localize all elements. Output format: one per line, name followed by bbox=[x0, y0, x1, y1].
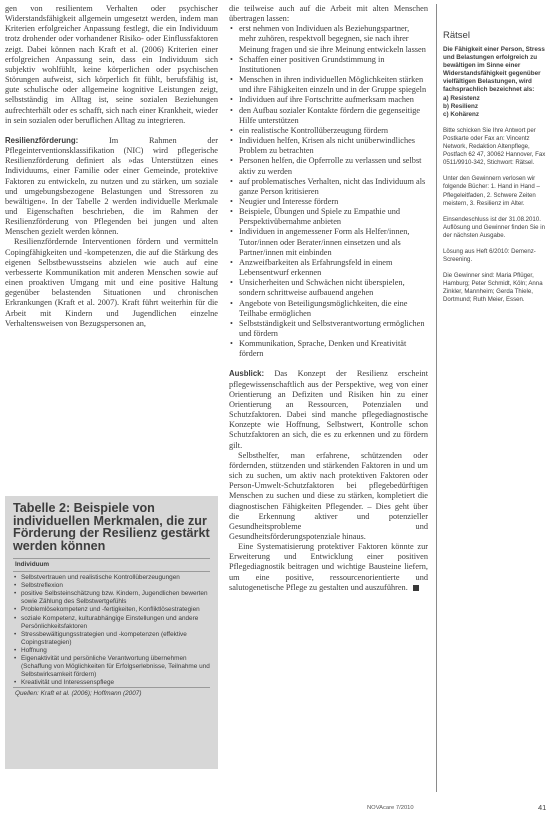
quiz-sidebar bbox=[443, 30, 553, 305]
bullet-item: • auf problematisches Verhalten, nicht das Individuum als ganze Person kritisieren bbox=[229, 177, 428, 197]
quiz-option-a: a) Resistenz bbox=[443, 94, 480, 102]
paragraph-outlook bbox=[229, 369, 428, 450]
bullet-item: • Individuen auf ihre Fortschritte aufmerksam machen bbox=[229, 95, 428, 105]
table-2-box bbox=[5, 496, 218, 769]
bullets-intro: die teilweise auch auf die Arbeit mit alten Menschen übertragen lassen: bbox=[229, 4, 428, 24]
table-header-individuum: Individuum bbox=[13, 559, 210, 572]
text-column-left bbox=[5, 4, 218, 329]
table-item: • Kreativität und Interessenspflege bbox=[13, 679, 210, 687]
bullet-item: • Selbstständigkeit und Selbstverantwortung ermöglichen und fördern bbox=[229, 319, 428, 339]
page-number: 41 bbox=[538, 803, 547, 812]
paragraph-interventions: Resilienzfördernde Interventionen fördern und vermitteln Copingfähigkeiten und -kompetenzen, die auf die Stärkung des eigenen Selbstbewusstseins abzielen wie auch auf eine verbesserte Kommunikation mit anderen Menschen sowie auf einen proaktiven Umgang mit und eine positive Haltung gegenüber belastenden Situationen und chronischen Erkrankungen (Kraft et al. 2007). Kraft führt weiterhin für die Arbeit mit Kindern und Jugendlichen einzelne Verhaltensweisen von Bezugspersonen an, bbox=[5, 237, 218, 328]
table-item: • Selbstvertrauen und realistische Kontrollüberzeugungen bbox=[13, 574, 210, 582]
paragraph-systematisation-text: Eine Systematisierung protektiver Faktoren könnte zur Erweiterung und Entwicklung einer positiven Pflegediagnostik beitragen und wichtige Bausteine liefern, um eine positive, ressourcenorientierte und salutogenetische Pflege zu gestalten und auszuführen. bbox=[229, 542, 428, 592]
table-item: • Eigenaktivität und persönliche Verantwortung übernehmen (Schaffung von Möglichkeiten für Erfolgserlebnisse, Teilnahme und Selbstwirksamkeit fördern) bbox=[13, 655, 210, 679]
table-source: Quellen: Kraft et al. (2006); Hoffmann (2007) bbox=[13, 687, 210, 700]
bullet-item: • Beispiele, Übungen und Spiele zu Empathie und Perspektivübernahme anbieten bbox=[229, 207, 428, 227]
quiz-title: Rätsel bbox=[443, 30, 470, 41]
behaviour-bullet-list bbox=[229, 24, 428, 359]
section-lead-resilience: Resilienzförderung: bbox=[5, 135, 79, 145]
quiz-prizes: Unter den Gewinnern verlosen wir folgende Bücher: 1. Hand in Hand – Pflegeleitfaden, 2. Schwere Zeiten meistern, 3. Resilienz im Alter. bbox=[443, 175, 540, 207]
bullet-item: • den Aufbau sozialer Kontakte fördern die gegenseitige Hilfe unterstützen bbox=[229, 106, 428, 126]
end-of-article-mark bbox=[413, 585, 419, 591]
bullet-item: • Individuen helfen, Krisen als nicht unüberwindliches Problem zu betrachten bbox=[229, 136, 428, 156]
table-item: • Stressbewältigungsstrategien und -kompetenzen (effektive Copingstrategien) bbox=[13, 631, 210, 647]
bullet-item: • Kommunikation, Sprache, Denken und Kreativität fördern bbox=[229, 339, 428, 359]
table-2 bbox=[13, 558, 210, 701]
section-lead-outlook: Ausblick: bbox=[229, 369, 265, 379]
paragraph-resilience-text: Im Rahmen der Pflegeinterventionsklassifikation (NIC) wird pflegerische Resilienzförderung definiert als »das Unterstützen eines Individuums, einer Familie oder einer Gemeinde, protektive Faktoren zu entwickeln, zu nutzen und zu stärken, um soziale und umgebungsbezogene Belastungen und Stressoren zu bewältigen«. In der Tabelle 2 werden individuelle Merkmale und Eigenschaften beschrieben, die im Rahmen der Resilienzförderung von Pflegenden bei jungen und alten Menschen gezielt werden können. bbox=[5, 135, 218, 237]
bullet-item: • Angebote von Beteiligungsmöglichkeiten, die eine Teilhabe ermöglichen bbox=[229, 299, 428, 319]
quiz-winners: Die Gewinner sind: Maria Pflüger, Hamburg; Peter Schmidt, Köln; Anna Zinkler, Mannheim; Gerda Thiele, Dortmund; Ruth Meier, Essen. bbox=[443, 272, 543, 304]
paragraph-resilience-promotion bbox=[5, 136, 218, 238]
quiz-question: Die Fähigkeit einer Person, Stress und Belastungen erfolgreich zu bewältigen im Sinne einer Widerstandsfähigkeit gegenüber vielfältigen Belastungen, wird fachsprachlich bezeichnet als: bbox=[443, 46, 545, 94]
bullet-item: • Unsicherheiten und Schwächen nicht überspielen, sondern schrittweise aufbauend angehen bbox=[229, 278, 428, 298]
paragraph-adaptation-criteria: gen von resilientem Verhalten oder psychischer Widerstandsfähigkeit allgemein umgesetzt werden, indem man Kriterien erfolgreicher Anpassung festlegt, die ein Individuum trotz drohender oder vorhandener Risiko- oder Einflussfaktoren zeigt. Dabei können nach Kraft et al. (2006) Kriterien einer erfolgreichen Anpassung sein, dass ein Individuum sich subjektiv wohlfühlt, keine körperlichen oder psychischen Störungen aufweist, sich körperlich fit fühlt, berufsfähig ist, gute schulische oder allgemeine kognitive Leistungen zeigt, selbstständig im Alltag ist, seine sozialen Beziehungen aufrechterhält oder es schafft, sich nach einer Krankheit, wieder in sein sozialen oder beruflichen Alltag zu integrieren. bbox=[5, 4, 218, 125]
quiz-deadline: Einsendeschluss ist der 31.08.2010. Auflösung und Gewinner finden Sie in der nächsten Ausgabe. bbox=[443, 215, 545, 239]
table-item: • Problemlösekompetenz und -fertigkeiten, Konfliktlösestrategien bbox=[13, 606, 210, 614]
quiz-option-c: c) Kohärenz bbox=[443, 110, 480, 118]
bullet-item: • Individuen in angemessener Form als Helfer/innen, Tutor/innen oder Berater/innen einsetzen und als Partner/innen mit einbinden bbox=[229, 227, 428, 257]
quiz-instructions: Bitte schicken Sie Ihre Antwort per Postkarte oder Fax an: Vincentz Network, Redaktion Altenpflege, Postfach 62 47, 30062 Hannover, Fax 0511/9910-342, Stichwort: Rätsel. bbox=[443, 126, 546, 167]
table-item-list bbox=[13, 572, 210, 687]
bullet-item: • Anzweifbarkeiten als Erfahrungsfeld in einem Lebensentwurf erkennen bbox=[229, 258, 428, 278]
table-item: • positive Selbsteinschätzung bzw. Kindern, Jugendlichen bewerten sowie Zählung des Selbstwertgefühls bbox=[13, 590, 210, 606]
paragraph-diagnostics: Selbsthelfer, man erfahrene, schützenden oder fördernden, stützenden und stärkenden Faktoren in und um sich zu suchen, um aktiv nach protektiven Faktoren oder Person-Umwelt-Schutzfaktoren bei pflegebedürftigen Menschen zu suchen und diese zu stärken, kompletiert die diagnostischen Fähigkeiten Pflegender. – Dies geht über die Erkennung aktiver und potenzieller Gesundheitsprobleme und Gesundheitsförderungspotenziale hinaus. bbox=[229, 450, 428, 541]
sidebar-divider bbox=[436, 4, 437, 792]
paragraph-outlook-text: Das Konzept der Resilienz erscheint pflegewissenschaftlich aus der Perspektive, weg von einer Orientierung an Defiziten und Risiken hin zu einer Orientierung an Ressourcen, Potenzialen und Schutzfaktoren. Dabei sind manche pflegediagnostische Konzepte wie Hoffnung, Selbstwert, Kontrolle schon Schutzfaktoren an sich, die es zu erkennen und zu fördern gilt. bbox=[229, 369, 428, 450]
bullet-item: • Schaffen einer positiven Grundstimmung in Institutionen bbox=[229, 55, 428, 75]
table-item: • Hoffnung bbox=[13, 647, 210, 655]
table-2-title: Tabelle 2: Beispiele von individuellen Merkmalen, die zur Förderung der Resilienz gestärkt werden können bbox=[13, 501, 210, 553]
bullet-item: • Menschen in ihren individuellen Möglichkeiten stärken und ihre Fähigkeiten einzeln und in der Gruppe spiegeln bbox=[229, 75, 428, 95]
bullet-item: • ein realistische Kontrollüberzeugung fördern bbox=[229, 126, 428, 136]
text-column-middle bbox=[229, 4, 428, 593]
quiz-previous-solution: Lösung aus Heft 6/2010: Demenz-Screening. bbox=[443, 247, 536, 264]
paragraph-systematisation bbox=[229, 542, 428, 593]
bullet-item: • erst nehmen von Individuen als Beziehungspartner, mehr zuhören, respektvoll begegnen, sie nach ihrer Meinung fragen und sie ihre Meinung entwickeln lassen bbox=[229, 24, 428, 54]
table-item: • Selbstreflexion bbox=[13, 582, 210, 590]
bullet-item: • Neugier und Interesse fördern bbox=[229, 197, 428, 207]
journal-footer: NOVAcare 7/2010 bbox=[367, 805, 414, 811]
quiz-option-b: b) Resilienz bbox=[443, 102, 478, 110]
table-item: • soziale Kompetenz, kulturabhängige Einstellungen und andere Persönlichkeitsfaktoren bbox=[13, 615, 210, 631]
bullet-item: • Personen helfen, die Opferrolle zu verlassen und selbst aktiv zu werden bbox=[229, 156, 428, 176]
